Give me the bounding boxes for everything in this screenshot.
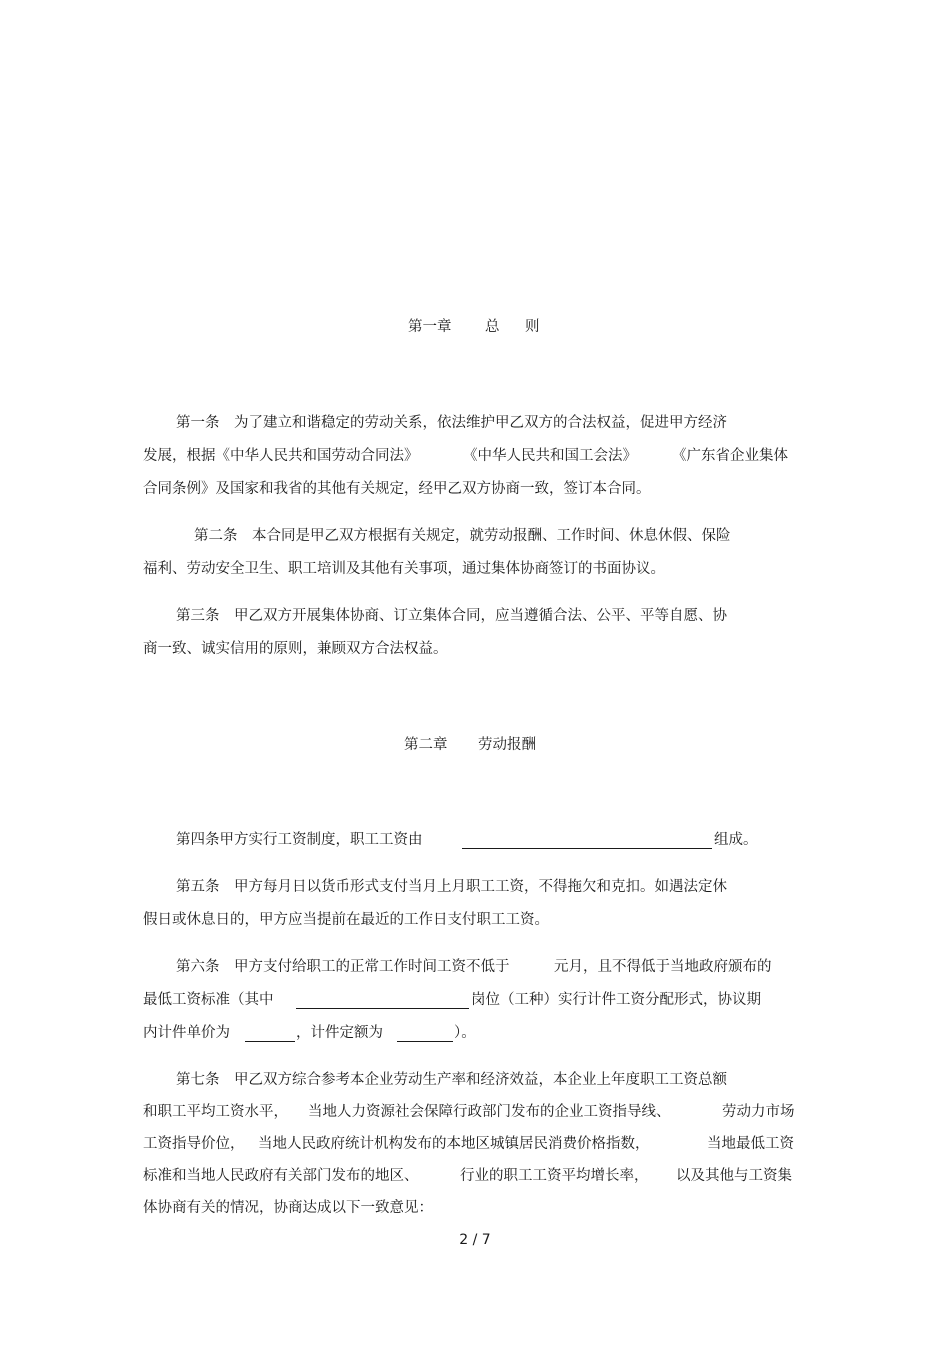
article-7-line-2 [0,1103,950,1121]
article-2-line-1: 第二条 本合同是甲乙双方根据有关规定，就劳动报酬、工作时间、休息休假、保险 [194,528,731,544]
article-4-line-1 [0,831,950,849]
article-1-line-1: 第一条 为了建立和谐稳定的劳动关系，依法维护甲乙双方的合法权益，促进甲方经济 [176,415,727,431]
article-4-fill-blank [462,832,712,849]
article-1-line-2-part-2: 《中华人民共和国工会法》 [463,448,637,464]
article-5-line-2: 假日或休息日的，甲方应当提前在最近的工作日支付职工工资。 [143,912,549,928]
article-6-line-3-part-3: ）。 [454,1025,476,1041]
article-6-line-2 [0,991,950,1009]
article-6-post-blank [296,992,469,1009]
article-6-line-2-part-2: 岗位（工种）实行计件工资分配形式，协议期 [471,992,761,1008]
article-5-line-1: 第五条 甲方每月日以货币形式支付当月上月职工工资，不得拖欠和克扣。如遇法定休 [176,879,727,895]
chapter-2-label: 第二章 [404,737,448,753]
article-6-line-3-part-1: 内计件单价为 [143,1025,230,1041]
article-7-line-2-part-1: 和职工平均工资水平， [143,1104,288,1120]
page-number: 2 / 7 [459,1232,491,1248]
article-3-line-2: 商一致、诚实信用的原则，兼顾双方合法权益。 [143,641,448,657]
article-7-line-3-part-1: 工资指导价位， [143,1136,245,1152]
article-7-line-1: 第七条 甲乙双方综合参考本企业劳动生产率和经济效益，本企业上年度职工工资总额 [176,1072,727,1088]
article-1-line-2-part-3: 《广东省企业集体 [672,448,788,464]
article-7-line-3-part-3: 当地最低工资 [707,1136,794,1152]
article-4-text-before-blank: 第四条甲方实行工资制度，职工工资由 [176,832,423,848]
article-6-line-2-part-1: 最低工资标准（其中 [143,992,274,1008]
article-7-line-5: 体协商有关的情况，协商达成以下一致意见： [143,1200,433,1216]
article-6-line-1 [0,958,950,976]
article-1-line-2 [0,447,950,465]
article-6-line-3 [0,1024,950,1042]
article-7-line-3 [0,1135,950,1153]
chapter-1-title-part-2: 则 [525,319,540,335]
article-7-line-4-part-3: 以及其他与工资集 [676,1168,792,1184]
article-2-line-2: 福利、劳动安全卫生、职工培训及其他有关事项，通过集体协商签订的书面协议。 [143,561,665,577]
chapter-2-title: 劳动报酬 [478,737,536,753]
article-3-line-1: 第三条 甲乙双方开展集体协商、订立集体合同，应当遵循合法、公平、平等自愿、协 [176,608,727,624]
article-7-line-4-part-1: 标准和当地人民政府有关部门发布的地区、 [143,1168,419,1184]
article-6-line-3-part-2: ，计件定额为 [296,1025,383,1041]
article-1-line-3: 合同条例》及国家和我省的其他有关规定，经甲乙双方协商一致，签订本合同。 [143,481,651,497]
chapter-1-title-part-1: 总 [485,319,500,335]
article-6-line-1-part-1: 第六条 甲方支付给职工的正常工作时间工资不低于 [176,959,510,975]
article-1-line-2-part-1: 发展，根据《中华人民共和国劳动合同法》 [143,448,419,464]
article-4-text-after-blank: 组成。 [714,832,758,848]
article-7-line-2-part-3: 劳动力市场 [722,1104,795,1120]
article-7-line-4-part-2: 行业的职工工资平均增长率， [460,1168,649,1184]
chapter-1-label: 第一章 [408,319,452,335]
article-6-quota-blank [397,1025,453,1042]
article-7-line-4 [0,1167,950,1185]
article-7-line-3-part-2: 当地人民政府统计机构发布的本地区城镇居民消费价格指数， [258,1136,650,1152]
article-6-unit-price-blank [245,1025,295,1042]
article-6-line-1-part-2: 元月，且不得低于当地政府颁布的 [554,959,772,975]
article-7-line-2-part-2: 当地人力资源社会保障行政部门发布的企业工资指导线、 [308,1104,671,1120]
